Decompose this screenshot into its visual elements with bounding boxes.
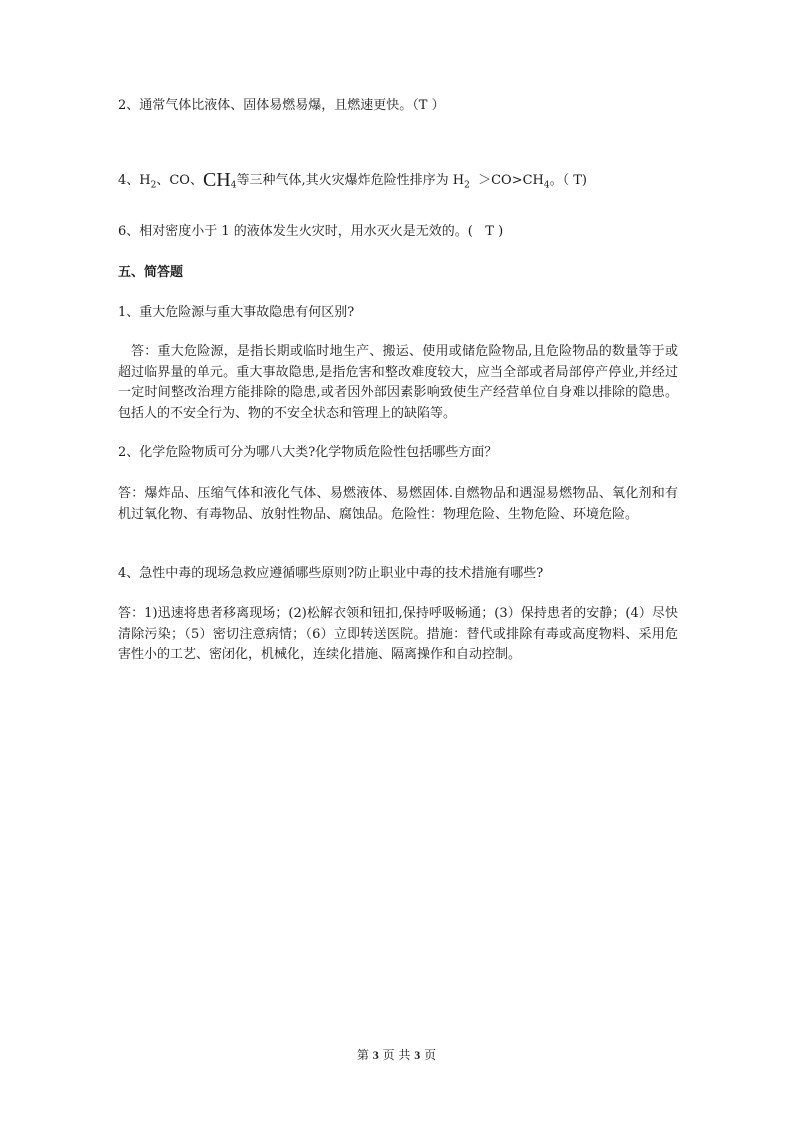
- short-question-2: 2、化学危险物质可分为哪八大类?化学物质危险性包括哪些方面？: [118, 445, 498, 460]
- tf-question-6: 6、相对密度小于 1 的液体发生火灾时，用水灭火是无效的。( T ): [118, 224, 504, 239]
- tf-question-4: [118, 170, 587, 196]
- page-footer: [0, 1046, 793, 1063]
- footer-pre: 第: [356, 1048, 369, 1062]
- q4-co: 、CO、: [156, 173, 203, 188]
- section-title: 五、简答题: [118, 265, 184, 280]
- q4-sub-4: 4: [230, 180, 237, 191]
- q4-order: ＞CO>CH: [469, 173, 544, 188]
- q4-sub-h2b: 2: [464, 180, 470, 191]
- footer-post: 页: [424, 1048, 437, 1062]
- q4-sub-h2: 2: [150, 180, 157, 191]
- footer-total-pages: 3: [414, 1048, 421, 1062]
- q4-mid: 等三种气体,其火灾爆炸危险性排序为 H: [236, 173, 465, 188]
- q4-sub-4b: 4: [543, 180, 550, 191]
- q4-prefix: 4、H: [118, 173, 151, 188]
- short-answer-4: 答：1)迅速将患者移离现场；(2)松解衣领和钮扣,保持呼吸畅通；(3）保持患者的安静；(4）尽快清除污染；（5）密切注意病情；（6）立即转送医院。措施：替代或排除有毒或高度物料、采用危害性小的工艺、密闭化，机械化，连续化措施、隔离操作和自动控制。: [118, 606, 678, 662]
- short-question-1: 1、重大危险源与重大事故隐患有何区别?: [118, 305, 355, 320]
- q4-ch4-large: CH: [202, 169, 231, 191]
- short-answer-2: 答：爆炸品、压缩气体和液化气体、易燃液体、易燃固体.自燃物品和遇湿易燃物品、氧化剂和有机过氧化物、有毒物品、放射性物品、腐蚀品。危险性：物理危险、生物危险、环境危险。: [118, 486, 678, 522]
- short-question-4: 4、急性中毒的现场急救应遵循哪些原则?防止职业中毒的技术措施有哪些?: [118, 566, 544, 581]
- footer-mid: 页 共: [382, 1048, 411, 1062]
- q4-end: 。（ T): [549, 173, 587, 188]
- short-answer-1: 答：重大危险源，是指长期或临时地生产、搬运、使用或储危险物品,且危险物品的数量等于或超过临界量的单元。重大事故隐患,是指危害和整改难度较大，应当全部或者局部停产停业,并经过一定时间整改治理方能排除的隐患,或者因外部因素影响致使生产经营单位自身难以排除的隐患。包括人的不安全行为、物的不安全状态和管理上的缺陷等。: [118, 344, 678, 421]
- tf-question-2: 2、通常气体比液体、固体易燃易爆，且燃速更快。（T ）: [118, 98, 445, 113]
- footer-page-number: 3: [372, 1048, 379, 1062]
